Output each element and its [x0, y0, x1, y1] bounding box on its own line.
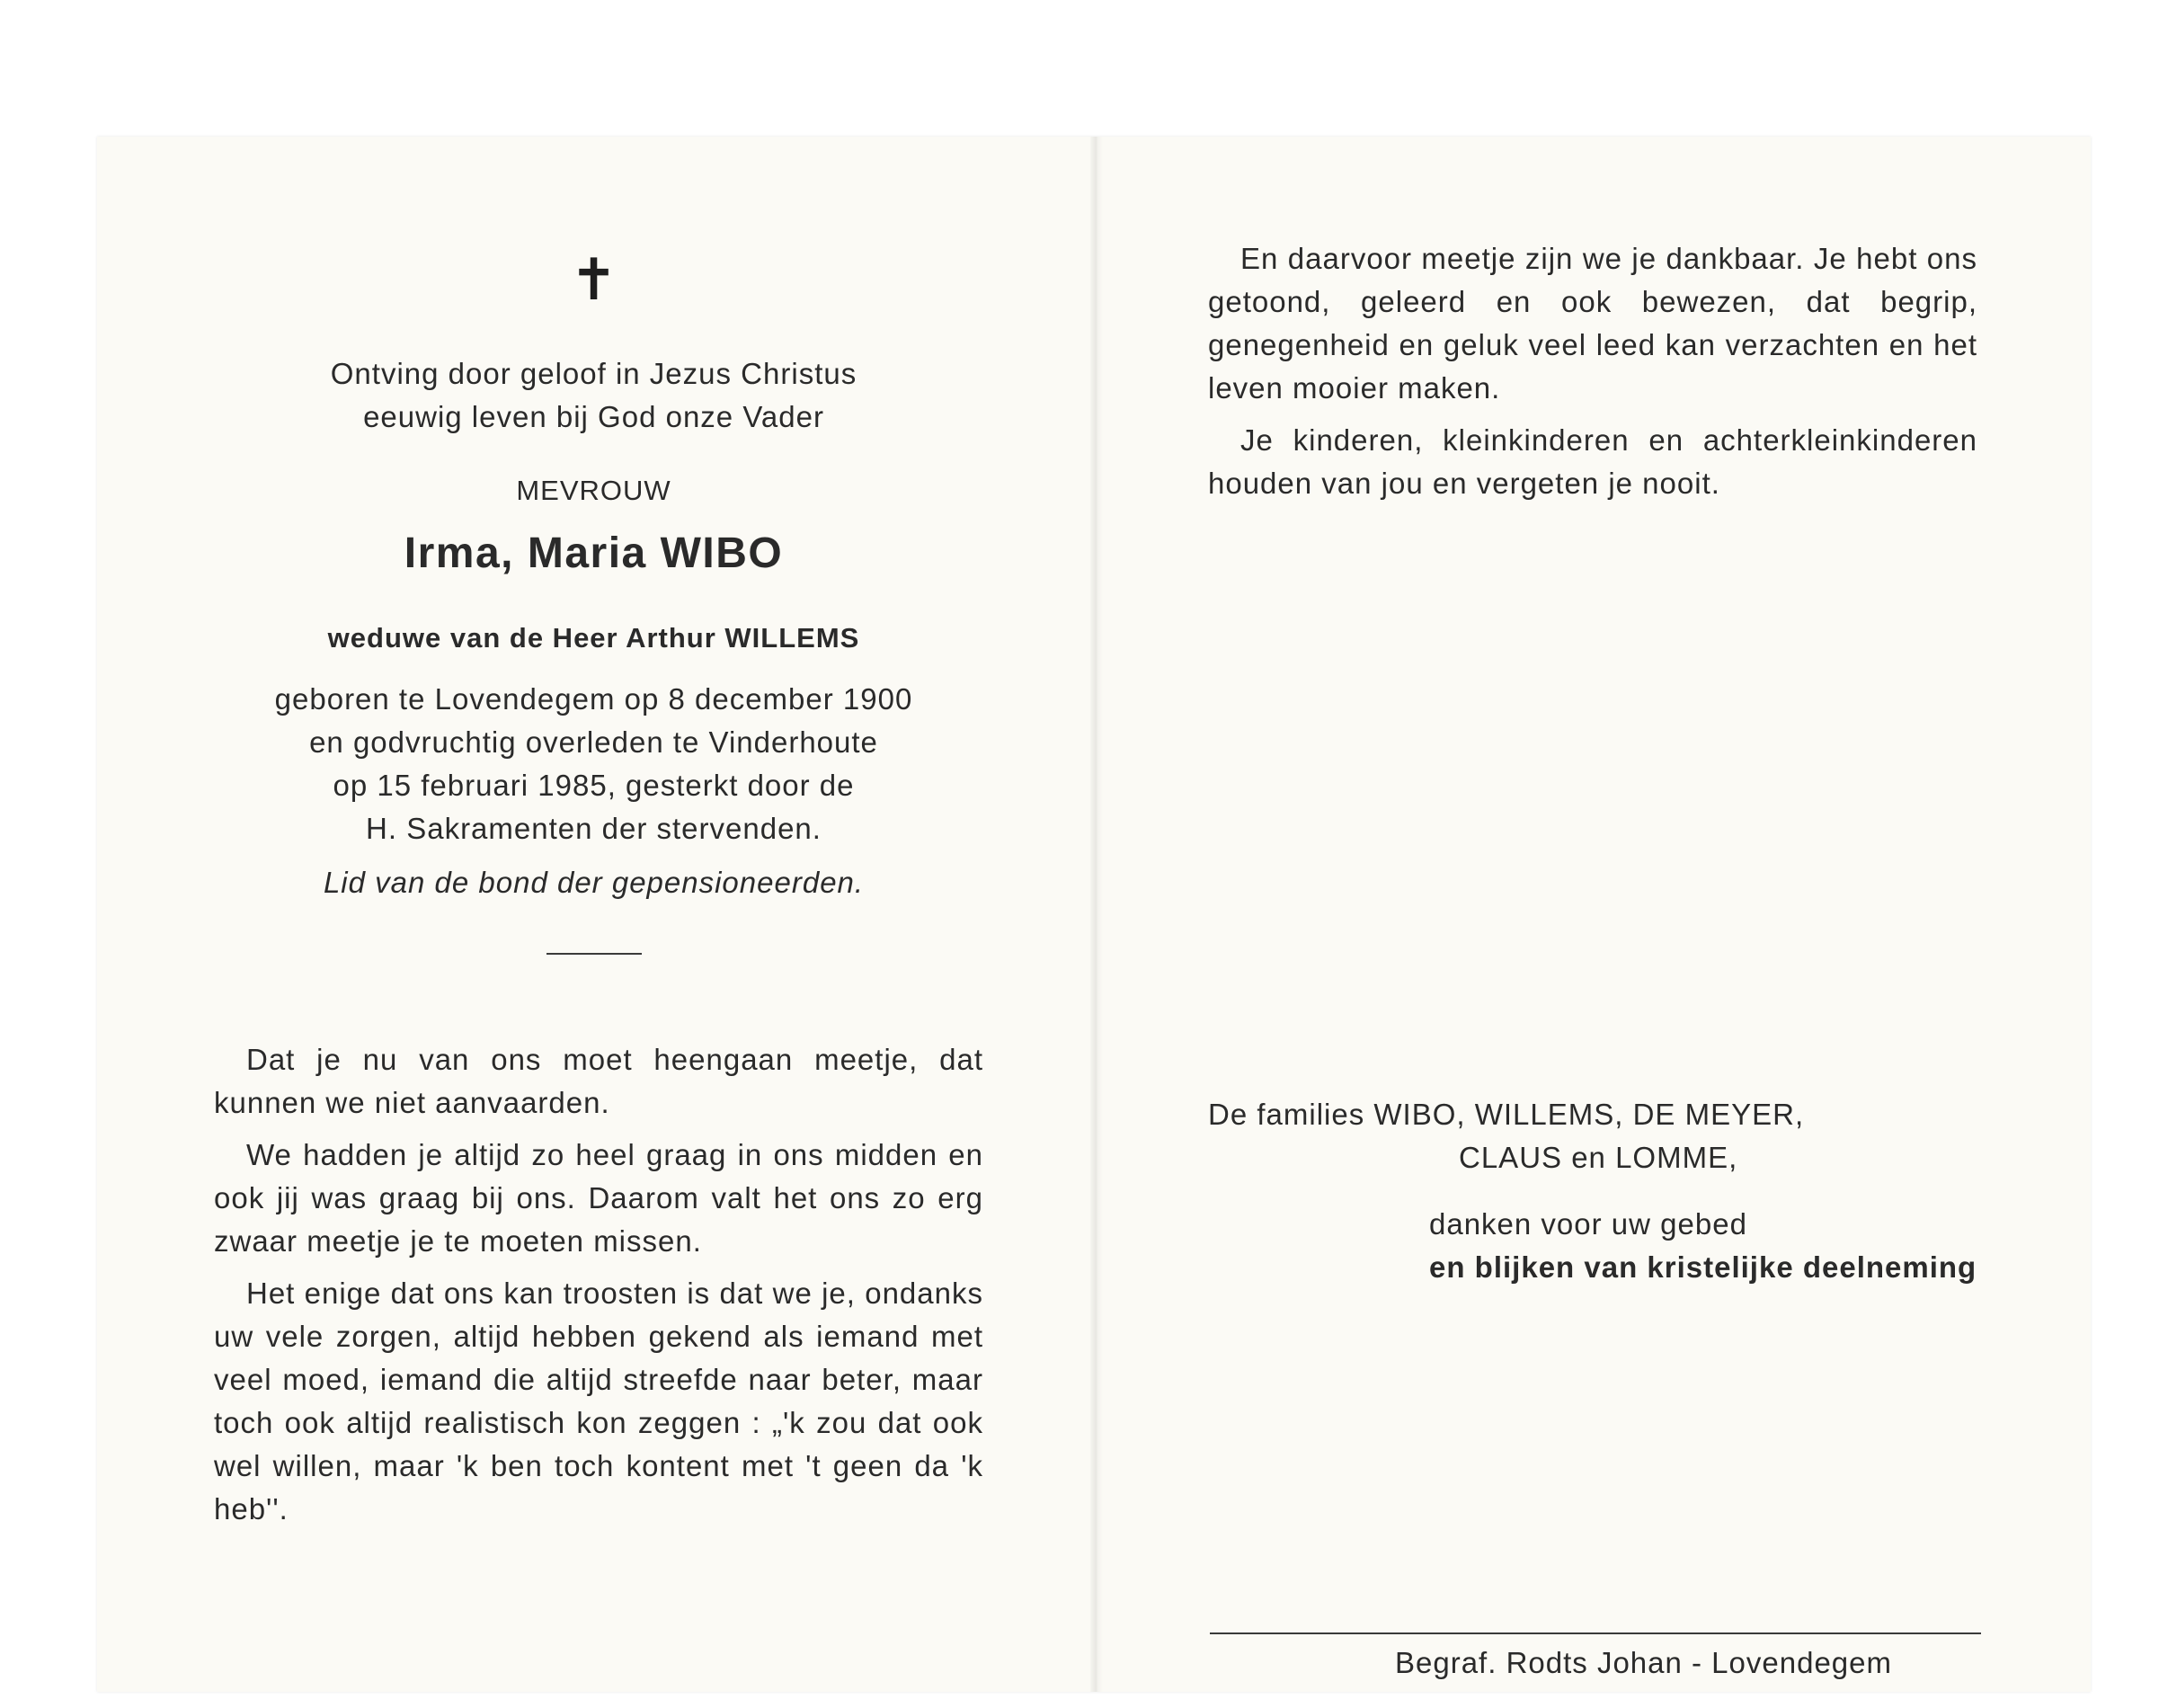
honorific: MEVROUW [516, 475, 671, 506]
left-panel [97, 137, 1090, 1692]
life-details [97, 678, 1090, 850]
membership-line: Lid van de bond der gepensioneerden. [323, 866, 865, 899]
opening-line: Ontving door geloof in Jezus Christus [330, 357, 857, 390]
printer-text: Begraf. Rodts Johan - Lovendegem [1395, 1646, 1892, 1679]
cross-icon: ✝ [569, 247, 618, 314]
card-fold [1090, 137, 1103, 1692]
life-details-line: geboren te Lovendegem op 8 december 1900 [274, 682, 913, 716]
poem-left [214, 1038, 983, 1540]
poem-paragraph: Het enige dat ons kan troosten is dat we je, ondanks uw vele zorgen, altijd hebben gekend als iemand met veel moed, iemand die altijd streefde naar beter, maar toch ook altijd realistisch kon zeggen : „'k zou dat ook wel willen, maar 'k ben toch kontent met 't geen da 'k heb''. [214, 1277, 983, 1526]
opening-text [97, 352, 1090, 439]
right-panel [1103, 137, 2091, 1692]
families-line: CLAUS en LOMME, [1459, 1141, 1738, 1174]
thanks-line: en blijken van kristelijke deelneming [1429, 1250, 1977, 1284]
poem-right [1208, 237, 1977, 514]
thanks-line: danken voor uw gebed [1429, 1207, 1747, 1241]
poem-paragraph: En daarvoor meetje zijn we je dankbaar. Je hebt ons getoond, geleerd en ook bewezen, dat begrip, genegenheid en geluk veel leed kan verzachten en het leven mooier maken. [1208, 242, 1977, 405]
families-block [1103, 1093, 2002, 1179]
poem-paragraph: We hadden je altijd zo heel graag in ons midden en ook jij was graag bij ons. Daarom valt het ons zo erg zwaar meetje je te moeten missen. [214, 1138, 983, 1258]
deceased-name: Irma, Maria WIBO [404, 529, 784, 577]
divider [546, 953, 642, 955]
life-details-line: op 15 februari 1985, gesterkt door de [333, 769, 855, 802]
memorial-card [97, 137, 2091, 1692]
life-details-line: en godvruchtig overleden te Vinderhoute [309, 725, 878, 759]
thanks-block [1429, 1203, 1977, 1289]
printer-divider [1210, 1632, 1981, 1634]
families-line: De families WIBO, WILLEMS, DE MEYER, [1208, 1098, 1805, 1131]
widow-line: weduwe van de Heer Arthur WILLEMS [327, 622, 860, 654]
opening-line: eeuwig leven bij God onze Vader [363, 400, 824, 433]
poem-paragraph: Je kinderen, kleinkinderen en achterkleinkinderen houden van jou en vergeten je nooit. [1208, 423, 1977, 500]
poem-paragraph: Dat je nu van ons moet heengaan meetje, dat kunnen we niet aanvaarden. [214, 1043, 983, 1119]
life-details-line: H. Sakramenten der stervenden. [366, 812, 822, 845]
